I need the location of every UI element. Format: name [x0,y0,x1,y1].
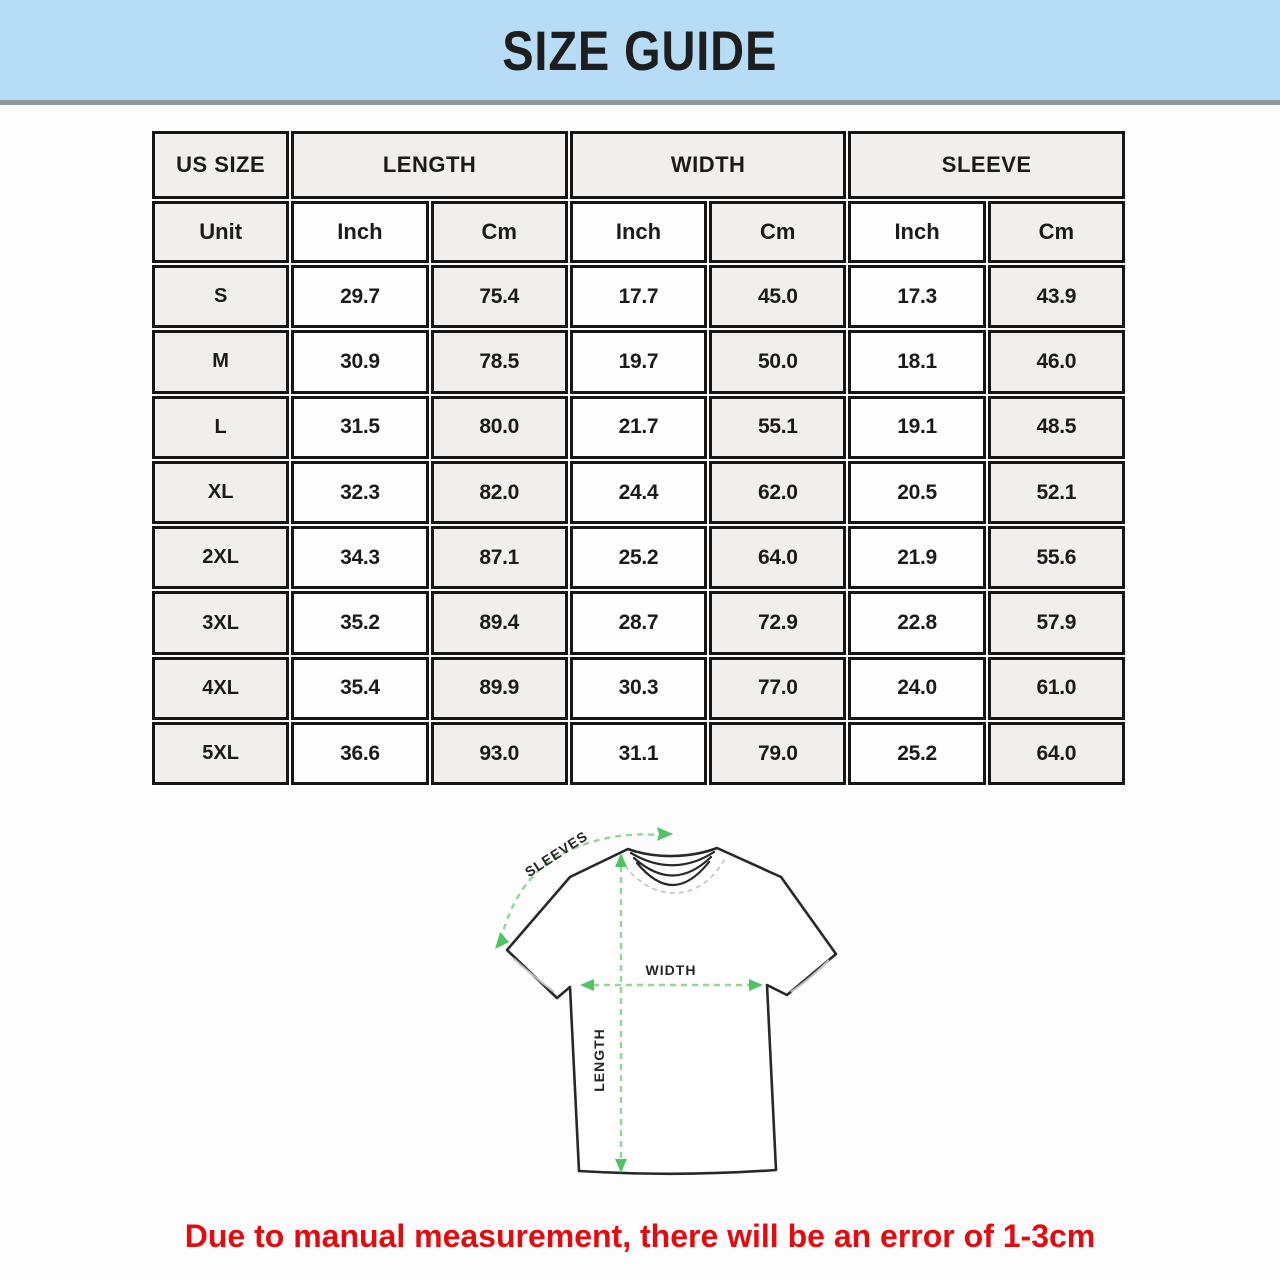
value-cell: 19.7 [570,330,707,393]
unit-header-cell: Unit [152,201,289,263]
sleeves-arrowhead-start [495,932,509,949]
value-cell: 55.1 [709,396,846,459]
value-cell: 21.9 [848,526,985,589]
value-cell: 89.4 [431,591,568,654]
tshirt-diagram [455,808,885,1218]
sleeves-arrowhead-end [657,827,673,841]
value-cell: 64.0 [988,722,1125,785]
value-cell: 50.0 [709,330,846,393]
value-cell: 31.1 [570,722,707,785]
value-cell: 62.0 [709,461,846,524]
value-cell: 80.0 [431,396,568,459]
value-cell: 25.2 [570,526,707,589]
value-cell: 43.9 [988,265,1125,328]
value-cell: 25.2 [848,722,985,785]
header-us-size: US SIZE [152,131,289,199]
value-cell: 19.1 [848,396,985,459]
value-cell: 79.0 [709,722,846,785]
size-cell: 5XL [152,722,289,785]
tshirt-outline [507,848,836,1174]
unit-cm-cell: Cm [709,201,846,263]
value-cell: 82.0 [431,461,568,524]
value-cell: 24.0 [848,657,985,720]
value-cell: 72.9 [709,591,846,654]
size-cell: M [152,330,289,393]
value-cell: 18.1 [848,330,985,393]
header-width: WIDTH [570,131,847,199]
value-cell: 29.7 [291,265,428,328]
value-cell: 20.5 [848,461,985,524]
header-sleeve: SLEEVE [848,131,1125,199]
unit-inch-cell: Inch [291,201,428,263]
size-cell: L [152,396,289,459]
unit-cm-cell: Cm [431,201,568,263]
size-cell: XL [152,461,289,524]
value-cell: 46.0 [988,330,1125,393]
unit-cm-cell: Cm [988,201,1125,263]
size-cell: 4XL [152,657,289,720]
value-cell: 57.9 [988,591,1125,654]
value-cell: 52.1 [988,461,1125,524]
value-cell: 64.0 [709,526,846,589]
value-cell: 93.0 [431,722,568,785]
value-cell: 17.3 [848,265,985,328]
value-cell: 89.9 [431,657,568,720]
value-cell: 45.0 [709,265,846,328]
value-cell: 21.7 [570,396,707,459]
length-label: LENGTH [591,1028,607,1092]
size-cell: S [152,265,289,328]
banner [0,0,1280,105]
unit-inch-cell: Inch [570,201,707,263]
value-cell: 30.3 [570,657,707,720]
value-cell: 35.4 [291,657,428,720]
value-cell: 24.4 [570,461,707,524]
size-table [152,131,1125,785]
value-cell: 87.1 [431,526,568,589]
value-cell: 34.3 [291,526,428,589]
value-cell: 77.0 [709,657,846,720]
page-title: SIZE GUIDE [502,18,778,82]
value-cell: 22.8 [848,591,985,654]
size-cell: 3XL [152,591,289,654]
header-length: LENGTH [291,131,568,199]
width-label: WIDTH [645,962,697,978]
unit-inch-cell: Inch [848,201,985,263]
value-cell: 78.5 [431,330,568,393]
value-cell: 75.4 [431,265,568,328]
value-cell: 55.6 [988,526,1125,589]
value-cell: 61.0 [988,657,1125,720]
value-cell: 36.6 [291,722,428,785]
value-cell: 17.7 [570,265,707,328]
value-cell: 28.7 [570,591,707,654]
value-cell: 35.2 [291,591,428,654]
value-cell: 31.5 [291,396,428,459]
value-cell: 48.5 [988,396,1125,459]
value-cell: 32.3 [291,461,428,524]
sleeves-label: SLEEVES [521,827,591,881]
size-cell: 2XL [152,526,289,589]
value-cell: 30.9 [291,330,428,393]
measurement-note: Due to manual measurement, there will be an error of 1-3cm [184,1218,1096,1254]
